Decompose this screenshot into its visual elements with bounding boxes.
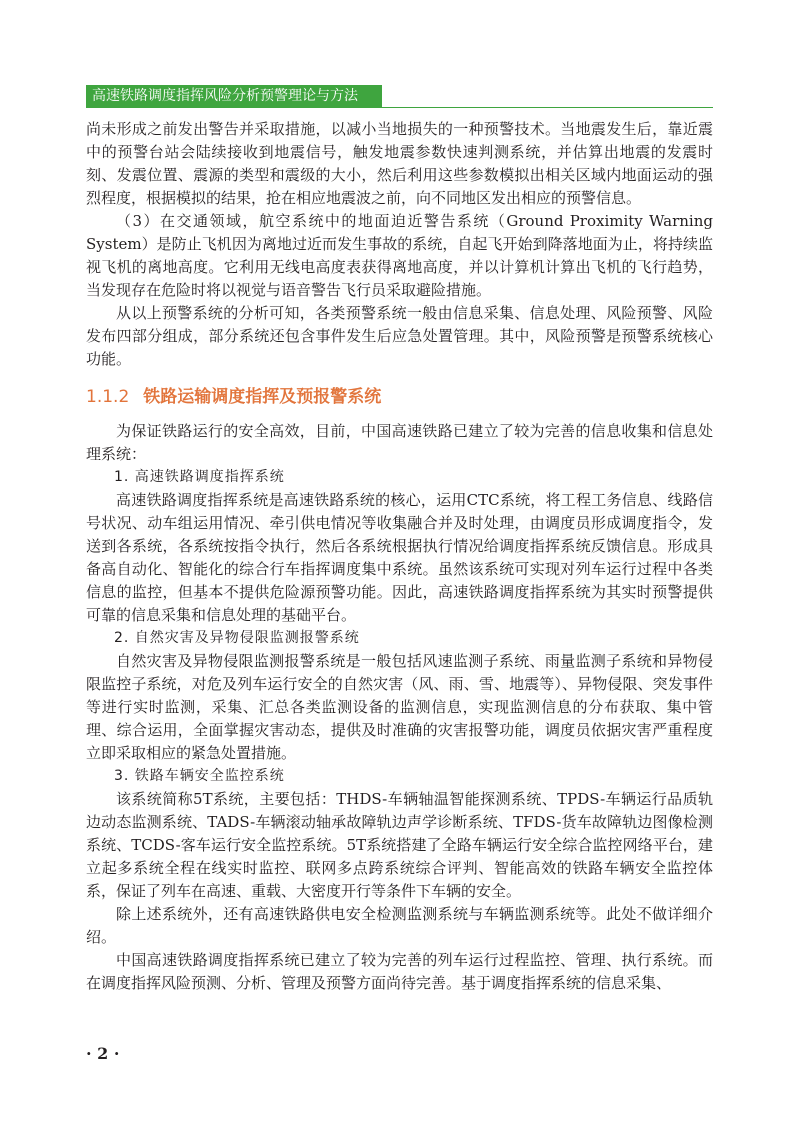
paragraph: （3）在交通领域，航空系统中的地面迫近警告系统（Ground Proximity Warning System）是防止飞机因为离地过近而发生事故的系统，自起飞开始到降落地面为止，将持续监视飞机的离地高度。它利用无线电高度表获得离地高度，并以计算机计算出飞机的飞行趋势，当发现存在危险时将以视觉与语音警告飞行员采取避险措施。	[86, 212, 713, 299]
section-number: 1.1.2	[86, 387, 130, 407]
running-head: 高速铁路调度指挥风险分析预警理论与方法	[86, 85, 382, 107]
paragraph: 从以上预警系统的分析可知，各类预警系统一般由信息采集、信息处理、风险预警、风险发布四部分组成，部分系统还包含事件发生后应急处置管理。其中，风险预警是预警系统核心功能。	[86, 304, 713, 368]
paragraph: 该系统简称5T系统，主要包括：THDS-车辆轴温智能探测系统、TPDS-车辆运行品质轨边动态监测系统、TADS-车辆滚动轴承故障轨边声学诊断系统、TFDS-货车故障轨边图像检测系统、TCDS-客车运行安全监控系统。5T系统搭建了全路车辆运行安全综合监控网络平台，建立起多系统全程在线实时监控、联网多点跨系统综合评判、智能高效的铁路车辆安全监控体系，保证了列车在高速、重载、大密度开行等条件下车辆的安全。	[86, 790, 713, 900]
paragraph: 自然灾害及异物侵限监测报警系统是一般包括风速监测子系统、雨量监测子系统和异物侵限监控子系统，对危及列车运行安全的自然灾害（风、雨、雪、地震等）、异物侵限、突发事件等进行实时监测，采集、汇总各类监测设备的监测信息，实现监测信息的分布获取、集中管理、综合运用，全面掌握灾害动态，提供及时准确的灾害报警功能，调度员依据灾害严重程度立即采取相应的紧急处置措施。	[86, 652, 713, 762]
section-title: 铁路运输调度指挥及预报警系统	[143, 387, 382, 407]
paragraph: 为保证铁路运行的安全高效，目前，中国高速铁路已建立了较为完善的信息收集和信息处理系统：	[86, 422, 713, 463]
paragraph: 高速铁路调度指挥系统是高速铁路系统的核心，运用CTC系统，将工程工务信息、线路信号状况、动车组运用情况、牵引供电情况等收集融合并及时处理，由调度员形成调度指令，发送到各系统，各系统按指令执行，然后各系统根据执行情况给调度指挥系统反馈信息。形成具备高自动化、智能化的综合行车指挥调度集中系统。虽然该系统可实现对列车运行过程中各类信息的监控，但基本不提供危险源预警功能。因此，高速铁路调度指挥系统为其实时预警提供可靠的信息采集和信息处理的基础平台。	[86, 491, 713, 624]
section-heading	[86, 385, 713, 409]
body-text	[86, 118, 713, 995]
page-number: · 2 ·	[86, 1044, 120, 1063]
paragraph: 中国高速铁路调度指挥系统已建立了较为完善的列车运行过程监控、管理、执行系统。而在调度指挥风险预测、分析、管理及预警方面尚待完善。基于调度指挥系统的信息采集、	[86, 951, 713, 992]
running-head-rule	[86, 107, 713, 108]
paragraph: 尚未形成之前发出警告并采取措施，以减小当地损失的一种预警技术。当地震发生后，靠近震中的预警台站会陆续接收到地震信号，触发地震参数快速判测系统，并估算出地震的发震时刻、发震位置、震源的类型和震级的大小，然后利用这些参数模拟出相关区域内地面运动的强烈程度，根据模拟的结果，抢在相应地震波之前，向不同地区发出相应的预警信息。	[86, 120, 713, 207]
subsection-heading: 3. 铁路车辆安全监控系统	[114, 768, 285, 784]
subsection-heading: 2. 自然灾害及异物侵限监测报警系统	[114, 630, 360, 646]
subsection-heading: 1. 高速铁路调度指挥系统	[114, 469, 285, 485]
paragraph: 除上述系统外，还有高速铁路供电安全检测监测系统与车辆监测系统等。此处不做详细介绍。	[86, 905, 713, 946]
